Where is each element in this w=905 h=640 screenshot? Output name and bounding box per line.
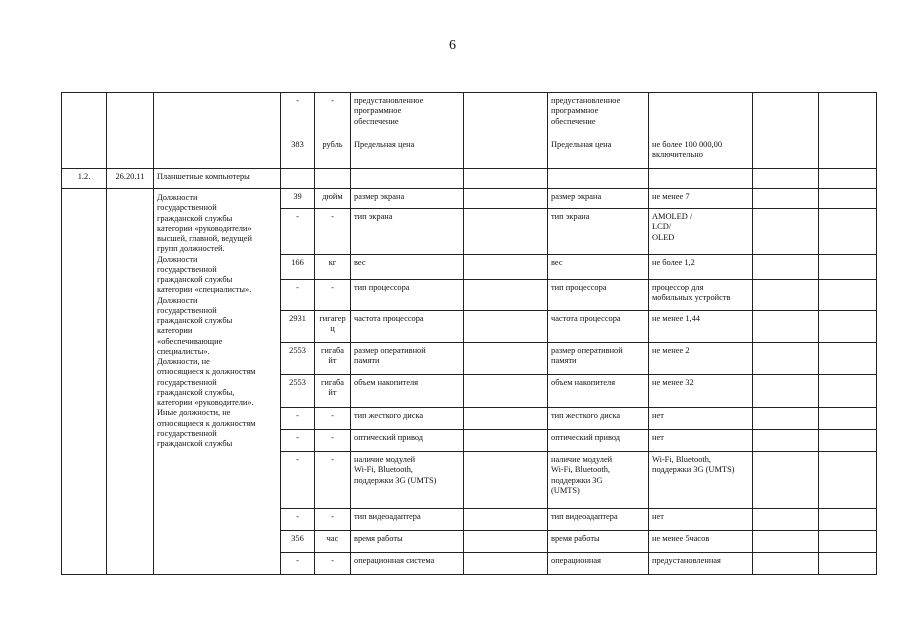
empty-cell xyxy=(819,280,877,311)
value-cell: не менее 5часов xyxy=(649,531,753,553)
empty-cell xyxy=(819,209,877,255)
value-cell: нет xyxy=(649,408,753,430)
characteristic-cell: предустановленное программное обеспечение Предельная цена xyxy=(548,93,649,169)
unit-cell: - xyxy=(315,280,351,311)
value-cell xyxy=(464,343,548,375)
value-cell xyxy=(464,280,548,311)
characteristic-cell: размер экрана xyxy=(351,189,464,209)
value-cell: не менее 1,44 xyxy=(649,311,753,343)
code-cell: 2931 xyxy=(281,311,315,343)
empty-cell xyxy=(753,343,819,375)
value-cell: не более 100 000,00 включительно xyxy=(649,93,753,169)
section-okpd: 26.20.11 xyxy=(107,169,154,189)
empty-cell xyxy=(819,430,877,452)
value-cell xyxy=(464,189,548,209)
value-cell xyxy=(464,452,548,509)
unit-cell: - xyxy=(315,209,351,255)
value-cell: не более 1,2 xyxy=(649,255,753,280)
empty-cell xyxy=(819,189,877,209)
code-cell: - xyxy=(281,280,315,311)
empty-cell xyxy=(351,169,464,189)
unit-cell: кг xyxy=(315,255,351,280)
characteristic-cell: тип экрана xyxy=(351,209,464,255)
requirements-table xyxy=(61,92,877,575)
characteristic-cell: тип процессора xyxy=(548,280,649,311)
unit-cell: - xyxy=(315,509,351,531)
characteristic-cell: время работы xyxy=(548,531,649,553)
characteristic-cell: объем накопителя xyxy=(548,375,649,408)
unit-cell: гигагер ц xyxy=(315,311,351,343)
unit-cell: - xyxy=(315,553,351,575)
characteristic-cell: размер экрана xyxy=(548,189,649,209)
value-cell xyxy=(464,553,548,575)
empty-cell xyxy=(819,452,877,509)
section-row xyxy=(62,169,877,189)
empty-cell xyxy=(819,255,877,280)
characteristic-cell: время работы xyxy=(351,531,464,553)
empty-cell xyxy=(753,430,819,452)
empty-cell xyxy=(62,93,107,169)
positions-cell: Должности государственной гражданской службы категории «руководители» высшей, главной, ведущей групп должностей. Должности государственной гражданской службы категории «специалисты». Должности государственной гражданской службы категории «обеспечивающие специалисты». Должности, не относящиеся к должностям государственной гражданской службы, категории «руководители». Иные должности, не относящиеся к должностям государственной гражданской службы xyxy=(154,189,281,575)
characteristic-cell: размер оперативной памяти xyxy=(351,343,464,375)
value-cell xyxy=(464,93,548,169)
empty-cell xyxy=(62,189,107,575)
value-cell xyxy=(464,255,548,280)
characteristic-cell: операционная xyxy=(548,553,649,575)
page-number: 6 xyxy=(449,38,456,53)
value-cell: не менее 32 xyxy=(649,375,753,408)
code-cell: - xyxy=(281,452,315,509)
empty-cell xyxy=(107,189,154,575)
empty-cell xyxy=(753,311,819,343)
empty-cell xyxy=(819,375,877,408)
characteristic-cell: вес xyxy=(548,255,649,280)
empty-cell xyxy=(819,311,877,343)
value-cell xyxy=(464,209,548,255)
empty-cell xyxy=(819,553,877,575)
empty-cell xyxy=(753,255,819,280)
value-cell xyxy=(464,531,548,553)
code-cell: - 383 xyxy=(281,93,315,169)
characteristic-cell: оптический привод xyxy=(548,430,649,452)
value-cell: нет xyxy=(649,430,753,452)
empty-cell xyxy=(819,169,877,189)
characteristic-cell: тип видеоадаптера xyxy=(351,509,464,531)
unit-cell: - xyxy=(315,452,351,509)
characteristic-cell: тип видеоадаптера xyxy=(548,509,649,531)
code-cell: - xyxy=(281,430,315,452)
characteristic-cell: тип жесткого диска xyxy=(548,408,649,430)
code-cell: - xyxy=(281,209,315,255)
value-cell: не менее 7 xyxy=(649,189,753,209)
characteristic-cell: наличие модулей Wi-Fi, Bluetooth, поддержки 3G (UMTS) xyxy=(548,452,649,509)
empty-cell xyxy=(753,408,819,430)
value-cell: AMOLED / LCD/ OLED xyxy=(649,209,753,255)
value-cell xyxy=(464,408,548,430)
value-cell: нет xyxy=(649,509,753,531)
characteristic-cell: предустановленное программное обеспечение Предельная цена xyxy=(351,93,464,169)
unit-cell: дюйм xyxy=(315,189,351,209)
unit-cell: гигаба йт xyxy=(315,375,351,408)
characteristic-cell: вес xyxy=(351,255,464,280)
empty-cell xyxy=(281,169,315,189)
value-cell xyxy=(464,311,548,343)
empty-cell xyxy=(819,93,877,169)
value-cell xyxy=(464,430,548,452)
code-cell: 356 xyxy=(281,531,315,553)
code-cell: - xyxy=(281,553,315,575)
characteristic-cell: тип жесткого диска xyxy=(351,408,464,430)
characteristic-cell: тип экрана xyxy=(548,209,649,255)
empty-cell xyxy=(753,509,819,531)
unit-cell: - xyxy=(315,430,351,452)
empty-cell xyxy=(753,280,819,311)
empty-cell xyxy=(819,509,877,531)
value-cell xyxy=(464,509,548,531)
empty-cell xyxy=(819,531,877,553)
empty-cell xyxy=(753,169,819,189)
unit-cell: гигаба йт xyxy=(315,343,351,375)
value-cell: предустановленная xyxy=(649,553,753,575)
code-cell: 2553 xyxy=(281,343,315,375)
characteristic-cell: объем накопителя xyxy=(351,375,464,408)
empty-cell xyxy=(315,169,351,189)
empty-cell xyxy=(753,452,819,509)
empty-cell xyxy=(464,169,548,189)
empty-cell xyxy=(649,169,753,189)
unit-cell: - xyxy=(315,408,351,430)
empty-cell xyxy=(753,375,819,408)
empty-cell xyxy=(753,93,819,169)
characteristic-cell: частота процессора xyxy=(548,311,649,343)
empty-cell xyxy=(753,531,819,553)
characteristic-cell: операционная система xyxy=(351,553,464,575)
empty-cell xyxy=(753,189,819,209)
characteristic-cell: частота процессора xyxy=(351,311,464,343)
empty-cell xyxy=(819,408,877,430)
empty-cell xyxy=(154,93,281,169)
value-cell: процессор для мобильных устройств xyxy=(649,280,753,311)
value-cell xyxy=(464,375,548,408)
section-number: 1.2. xyxy=(62,169,107,189)
code-cell: 166 xyxy=(281,255,315,280)
code-cell: 2553 xyxy=(281,375,315,408)
code-cell: - xyxy=(281,509,315,531)
characteristic-cell: тип процессора xyxy=(351,280,464,311)
value-cell: не менее 2 xyxy=(649,343,753,375)
unit-cell: - рубль xyxy=(315,93,351,169)
value-cell: Wi-Fi, Bluetooth, поддержки 3G (UMTS) xyxy=(649,452,753,509)
empty-cell xyxy=(548,169,649,189)
table-row xyxy=(62,189,877,209)
characteristic-cell: размер оперативной памяти xyxy=(548,343,649,375)
empty-cell xyxy=(819,343,877,375)
code-cell: 39 xyxy=(281,189,315,209)
empty-cell xyxy=(753,553,819,575)
section-name: Планшетные компьютеры xyxy=(154,169,281,189)
characteristic-cell: оптический привод xyxy=(351,430,464,452)
unit-cell: час xyxy=(315,531,351,553)
code-cell: - xyxy=(281,408,315,430)
characteristic-cell: наличие модулей Wi-Fi, Bluetooth, поддержки 3G (UMTS) xyxy=(351,452,464,509)
table-row xyxy=(62,93,877,169)
empty-cell xyxy=(107,93,154,169)
empty-cell xyxy=(753,209,819,255)
